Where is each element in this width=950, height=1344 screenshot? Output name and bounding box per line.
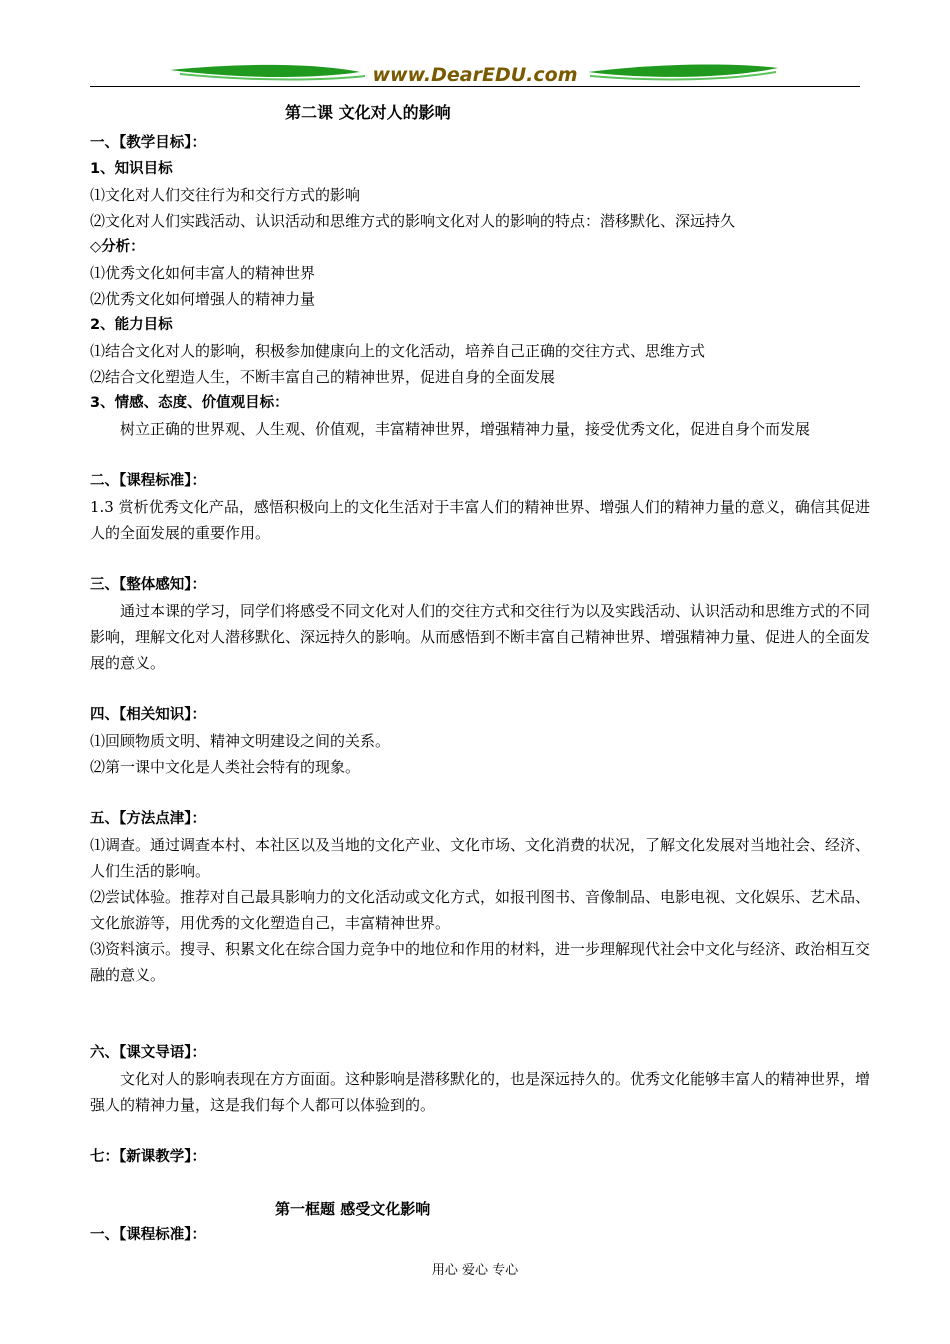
- list-item: ⑶资料演示。搜寻、积累文化在综合国力竞争中的地位和作用的材料，进一步理解现代社会中文化与经济、政治相互交融的意义。: [90, 940, 871, 984]
- list-item: ⑴优秀文化如何丰富人的精神世界: [90, 264, 316, 282]
- section-heading: 一、【教学目标】：: [90, 135, 206, 151]
- paragraph: 树立正确的世界观、人生观、价值观，丰富精神世界，增强精神力量，接受优秀文化，促进自身个而发展: [120, 420, 811, 438]
- logo-text: www.DearEDU.com: [372, 64, 578, 86]
- list-item: ⑴调查。通过调查本村、本社区以及当地的文化产业、文化市场、文化消费的状况，了解文化发展对当地社会、经济、人们生活的影响。: [90, 836, 871, 880]
- list-item: ⑵尝试体验。推荐对自己最具影响力的文化活动或文化方式，如报刊图书、音像制品、电影电视、文化娱乐、艺术品、文化旅游等，用优秀的文化塑造自己，丰富精神世界。: [90, 888, 871, 932]
- document-body: [90, 96, 870, 1248]
- section-heading: 一、【课程标准】：: [90, 1227, 206, 1243]
- list-item: ⑴文化对人们交往行为和交行方式的影响: [90, 186, 361, 204]
- list-item: ⑵结合文化塑造人生，不断丰富自己的精神世界，促进自身的全面发展: [90, 368, 556, 386]
- subsection-heading: ◇分析：: [90, 239, 145, 255]
- list-item: ⑵文化对人们实践活动、认识活动和思维方式的影响文化对人的影响的特点：潜移默化、深远持久: [90, 212, 736, 230]
- list-item: ⑵第一课中文化是人类社会特有的现象。: [90, 758, 361, 776]
- site-header-logo: [90, 56, 860, 90]
- subsection-title: 第一框题 感受文化影响: [275, 1200, 431, 1218]
- list-item: ⑵优秀文化如何增强人的精神力量: [90, 290, 316, 308]
- list-item: ⑴回顾物质文明、精神文明建设之间的关系。: [90, 732, 391, 750]
- paragraph: 文化对人的影响表现在方方面面。这种影响是潜移默化的，也是深远持久的。优秀文化能够丰富人的精神世界，增强人的精神力量，这是我们每个人都可以体验到的。: [90, 1070, 871, 1114]
- header-rule: [90, 86, 860, 87]
- paragraph: 1.3 赏析优秀文化产品，感悟积极向上的文化生活对于丰富人们的精神世界、增强人们的精神力量的意义，确信其促进人的全面发展的重要作用。: [90, 498, 870, 542]
- section-heading: 六、【课文导语】：: [90, 1045, 206, 1061]
- page-title: 第二课 文化对人的影响: [285, 103, 451, 122]
- subsection-heading: 1、知识目标: [90, 161, 173, 177]
- page-footer: 用心 爱心 专心: [431, 1263, 519, 1278]
- section-heading: 七：【新课教学】：: [90, 1149, 206, 1165]
- section-heading: 三、【整体感知】：: [90, 577, 206, 593]
- subsection-heading: 2、能力目标: [90, 317, 173, 333]
- section-heading: 二、【课程标准】：: [90, 473, 206, 489]
- leaf-swoosh-icon: [90, 56, 860, 90]
- section-heading: 五、【方法点津】：: [90, 811, 206, 827]
- paragraph: 通过本课的学习，同学们将感受不同文化对人们的交往方式和交往行为以及实践活动、认识活动和思维方式的不同影响，理解文化对人潜移默化、深远持久的影响。从而感悟到不断丰富自己精神世界、增强精神力量、促进人的全面发展的意义。: [90, 602, 871, 672]
- subsection-heading: 3、情感、态度、价值观目标：: [90, 395, 289, 411]
- section-heading: 四、【相关知识】：: [90, 707, 206, 723]
- list-item: ⑴结合文化对人的影响，积极参加健康向上的文化活动，培养自己正确的交往方式、思维方式: [90, 342, 706, 360]
